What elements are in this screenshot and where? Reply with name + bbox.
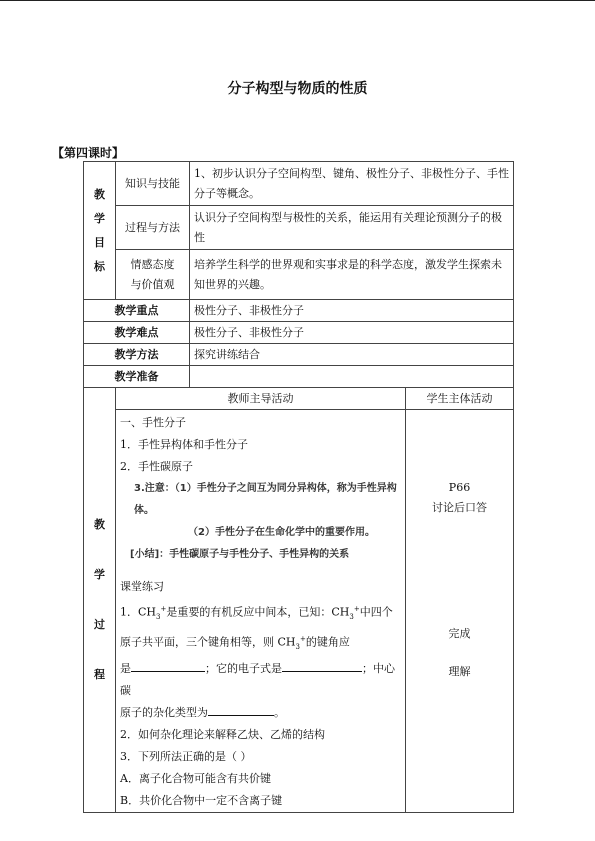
objective-content-attitude: 培养学生科学的世界观和实事求是的科学态度，激发学生探索未知世界的兴趣。 — [190, 250, 514, 300]
exercise-q1: 1．$CH_3^+$是重要的有机反应中间本，已知：$CH_3^+$中四个原子共平面，三个键角相等，则 $CH_3^+$的键角应 — [120, 605, 393, 651]
key-points-label: 教学重点 — [84, 300, 190, 322]
teacher-summary: [小结]：手性碳原子与手性分子、手性异构的关系 — [130, 549, 350, 560]
answer-blank[interactable] — [282, 659, 362, 672]
answer-blank[interactable] — [208, 703, 274, 716]
student-activity-header: 学生主体活动 — [406, 388, 514, 410]
lesson-plan-table — [83, 161, 514, 813]
objective-category-knowledge: 知识与技能 — [116, 162, 190, 206]
preparation-label: 教学准备 — [84, 366, 190, 388]
objectives-label: 教 学 目 标 — [84, 162, 116, 300]
student-line: 讨论后口答 — [432, 501, 487, 514]
teacher-activity-header: 教师主导活动 — [116, 388, 406, 410]
student-line: P66 — [448, 481, 471, 494]
teacher-note: 3.注意：（1）手性分子之间互为同分异构体，称为手性异构体。 — [134, 483, 397, 516]
objective-content-process: 认识分子空间构型与极性的关系，能运用有关理论预测分子的极性 — [190, 206, 514, 250]
difficulties-value: 极性分子、非极性分子 — [190, 322, 514, 344]
answer-blank[interactable] — [131, 659, 205, 672]
difficulties-label: 教学难点 — [84, 322, 190, 344]
student-line: 完成 — [448, 627, 471, 640]
objective-category-process: 过程与方法 — [116, 206, 190, 250]
page-title: 分子构型与物质的性质 — [227, 81, 368, 97]
exercise-q2: 2．如何杂化理论来解释乙炔、乙烯的结构 — [120, 727, 325, 741]
method-value: 探究讲练结合 — [190, 344, 514, 366]
teacher-line: 一、手性分子 — [120, 416, 186, 429]
teacher-activity-content — [116, 410, 406, 813]
exercise-q1-blanks: 是 ；它的电子式是 ；中心碳 — [120, 658, 401, 702]
objective-category-attitude: 情感态度 与价值观 — [116, 250, 190, 300]
student-line: 理解 — [448, 665, 471, 678]
section-label: 【第四课时】 — [52, 146, 125, 160]
exercise-q1-hybrid: 原子的杂化类型为 。 — [120, 702, 401, 724]
preparation-value — [190, 366, 514, 388]
teacher-note: （2）手性分子在生命化学中的重要作用。 — [188, 527, 375, 538]
exercise-option-a: A．离子化合物可能含有共价键 — [120, 771, 271, 785]
exercise-q3: 3．下列所法正确的是（ ） — [120, 749, 252, 763]
method-label: 教学方法 — [84, 344, 190, 366]
teacher-line: 2．手性碳原子 — [120, 460, 193, 473]
process-label: 教 学 过 程 — [84, 388, 116, 813]
teacher-line: 1．手性异构体和手性分子 — [120, 438, 248, 451]
student-activity-content — [406, 410, 514, 813]
key-points-value: 极性分子、非极性分子 — [190, 300, 514, 322]
objective-content-knowledge: 1、初步认识分子空间构型、键角、极性分子、非极性分子、手性分子等概念。 — [190, 162, 514, 206]
top-rule — [0, 0, 595, 1]
teacher-line: 课堂练习 — [120, 580, 164, 593]
exercise-option-b: B．共价化合物中一定不含离子键 — [120, 793, 283, 807]
